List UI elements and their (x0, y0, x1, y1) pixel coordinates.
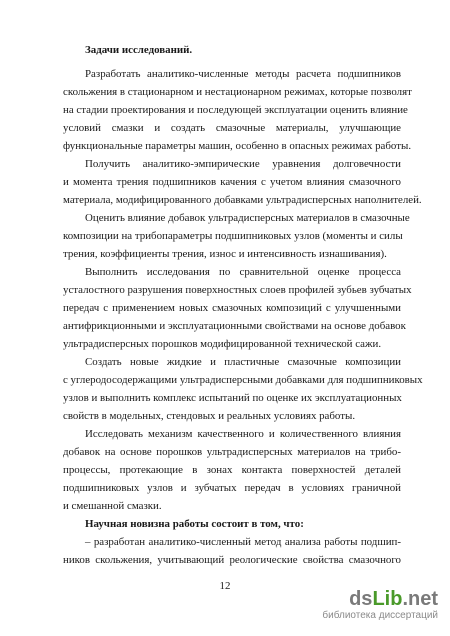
text-line: на стадии проектирования и последующей эксплуатации оценить влияние (63, 104, 408, 116)
text-line: антифрикционными и эксплуатационными свойствами на основе добавок (63, 320, 406, 332)
text-line: материала, модифицированного добавками ультрадисперсных наполнителей. (63, 194, 422, 206)
text-line: узлов и выполнить комплекс испытаний по оценке их эксплуатационных (63, 392, 402, 404)
text-line: добавок на основе порошков ультрадисперсных материалов на трибо- (63, 446, 401, 458)
dslib-logo (318, 588, 438, 610)
novelty-heading: Научная новизна работы состоит в том, что: (85, 518, 304, 530)
text-line: передач с применением новых смазочных композиций с улучшенными (63, 302, 401, 314)
logo-net: .net (402, 588, 438, 610)
page-number: 12 (219, 580, 231, 592)
watermark-subtitle: библиотека диссертаций (322, 610, 438, 621)
text-line: Получить аналитико-эмпирические уравнения долговечности (85, 158, 401, 170)
text-line: ников скольжения, учитывающий реологические свойства смазочного (63, 554, 401, 566)
text-line: Выполнить исследования по сравнительной оценке процесса (85, 266, 401, 278)
text-line: и смешанной смазки. (63, 500, 162, 512)
text-line: композиции на трибопараметры подшипниковых узлов (моменты и силы (63, 230, 403, 242)
logo-ds: ds (349, 588, 373, 610)
section-heading: Задачи исследований. (85, 44, 193, 56)
text-line: Разработать аналитико-численные методы расчета подшипников (85, 68, 401, 80)
text-line: условий смазки и создать смазочные материалы, улучшающие (63, 122, 401, 134)
text-line: процессы, протекающие в зонах контакта поверхностей деталей (63, 464, 401, 476)
text-line: – разработан аналитико-численный метод анализа работы подшип- (85, 536, 401, 548)
text-line: и момента трения подшипников качения с учетом влияния смазочного (63, 176, 401, 188)
text-line: Создать новые жидкие и пластичные смазочные композиции (85, 356, 401, 368)
dslib-watermark (318, 588, 438, 622)
text-line: Оценить влияние добавок ультрадисперсных материалов в смазочные (85, 212, 410, 224)
logo-lib: Lib (372, 588, 403, 610)
text-line: трения, коэффициенты трения, износ и интенсивность изнашивания). (63, 248, 387, 260)
text-line: с углеродосодержащими ультрадисперсными добавками для подшипниковых (63, 374, 423, 386)
text-line: усталостного разрушения поверхностных слоев профилей зубьев зубчатых (63, 284, 412, 296)
text-line: функциональные параметры машин, особенно в опасных режимах работы. (63, 140, 412, 152)
text-line: свойств в модельных, стендовых и реальных условиях работы. (63, 410, 356, 422)
text-line: ультрадисперсных порошков модифицированной технической сажи. (63, 338, 382, 350)
text-line: Исследовать механизм качественного и количественного влияния (85, 428, 401, 440)
text-line: скольжения в стационарном и нестационарном режимах, которые позволят (63, 86, 412, 98)
text-line: подшипниковых узлов и зубчатых передач в условиях граничной (63, 482, 401, 494)
